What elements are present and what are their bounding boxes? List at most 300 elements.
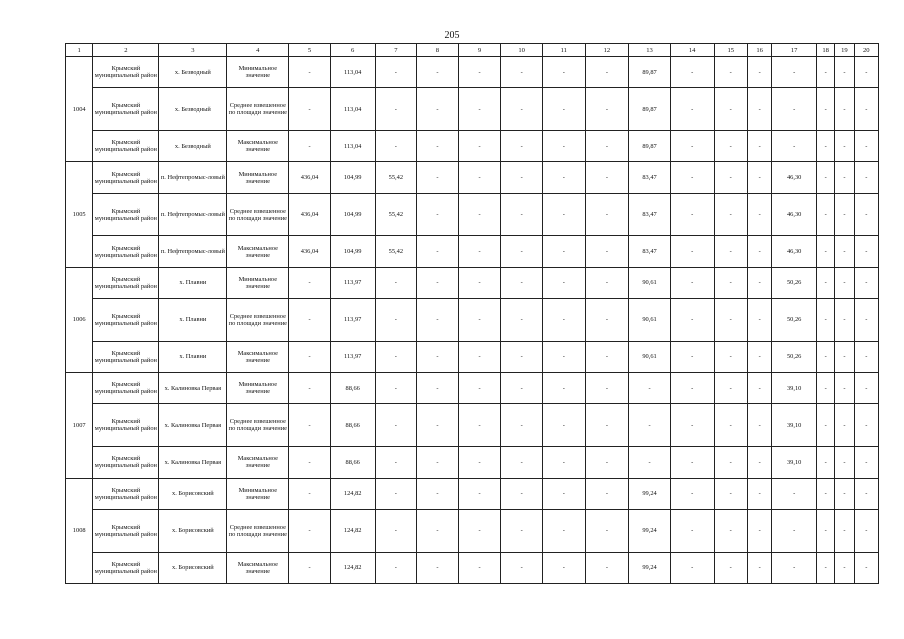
value-cell-col-15: - [714, 57, 747, 88]
value-cell-col-14: - [670, 509, 714, 552]
value-cell-col-20: - [854, 236, 878, 267]
value-cell-col-6: 88,66 [330, 404, 375, 447]
value-cell-col-12: - [585, 88, 629, 131]
group-code-cell: 1004 [66, 57, 93, 162]
value-type-cell: Минимальное значение [227, 57, 289, 88]
column-number-17: 17 [772, 44, 817, 57]
value-cell-col-15: - [714, 447, 747, 478]
value-cell-col-9: - [458, 478, 501, 509]
table-row [66, 267, 879, 298]
settlement-cell: п. Нефтепромыс-ловый [159, 193, 227, 236]
table-row [66, 131, 879, 162]
value-cell-col-18: - [817, 193, 835, 236]
value-cell-col-20: - [854, 299, 878, 342]
value-type-cell: Минимальное значение [227, 478, 289, 509]
value-cell-col-12: - [585, 299, 629, 342]
value-cell-col-17: 46,30 [772, 236, 817, 267]
district-cell: Крымский муниципальный район [93, 299, 159, 342]
value-cell-col-9: - [458, 236, 501, 267]
value-type-cell: Максимальное значение [227, 552, 289, 583]
value-cell-col-16: - [747, 162, 771, 193]
value-type-cell: Среднее взвешенное по площади значение [227, 509, 289, 552]
column-number-7: 7 [375, 44, 417, 57]
value-cell-col-19: - [835, 193, 854, 236]
value-cell-col-16: - [747, 404, 771, 447]
value-cell-col-14: - [670, 299, 714, 342]
settlement-cell: х. Плавни [159, 299, 227, 342]
value-cell-col-10: - [501, 552, 543, 583]
value-cell-col-9: - [458, 267, 501, 298]
value-cell-col-16: - [747, 478, 771, 509]
table-row [66, 509, 879, 552]
value-cell-col-18: - [817, 131, 835, 162]
value-cell-col-14: - [670, 478, 714, 509]
value-cell-col-20: - [854, 162, 878, 193]
value-cell-col-16: - [747, 236, 771, 267]
value-cell-col-12: - [585, 57, 629, 88]
value-cell-col-12: - [585, 447, 629, 478]
value-cell-col-19: - [835, 552, 854, 583]
value-cell-col-19: - [835, 478, 854, 509]
value-cell-col-13: - [629, 447, 671, 478]
value-cell-col-15: - [714, 236, 747, 267]
value-cell-col-9: - [458, 552, 501, 583]
value-cell-col-20: - [854, 447, 878, 478]
value-cell-col-7: - [375, 552, 417, 583]
value-cell-col-14: - [670, 373, 714, 404]
value-cell-col-10: - [501, 509, 543, 552]
value-cell-col-16: - [747, 57, 771, 88]
value-cell-col-8: - [417, 267, 459, 298]
value-cell-col-20: - [854, 478, 878, 509]
settlement-cell: х. Плавни [159, 341, 227, 372]
value-cell-col-7: - [375, 57, 417, 88]
value-cell-col-18: - [817, 162, 835, 193]
district-cell: Крымский муниципальный район [93, 267, 159, 298]
value-cell-col-5: 436,04 [289, 236, 331, 267]
value-cell-col-15: - [714, 478, 747, 509]
value-cell-col-16: - [747, 131, 771, 162]
value-cell-col-14: - [670, 267, 714, 298]
column-number-9: 9 [458, 44, 501, 57]
value-cell-col-18: - [817, 478, 835, 509]
value-cell-col-15: - [714, 509, 747, 552]
value-cell-col-17: - [772, 131, 817, 162]
value-cell-col-20: - [854, 373, 878, 404]
value-cell-col-12: - [585, 404, 629, 447]
value-cell-col-8: - [417, 552, 459, 583]
value-cell-col-7: - [375, 447, 417, 478]
value-type-cell: Максимальное значение [227, 341, 289, 372]
value-cell-col-5: - [289, 299, 331, 342]
column-number-5: 5 [289, 44, 331, 57]
value-cell-col-8: - [417, 509, 459, 552]
settlement-cell: х. Борисовский [159, 552, 227, 583]
value-cell-col-19: - [835, 299, 854, 342]
value-cell-col-14: - [670, 236, 714, 267]
value-cell-col-5: - [289, 341, 331, 372]
value-cell-col-8: - [417, 341, 459, 372]
table-row [66, 57, 879, 88]
value-cell-col-19: - [835, 447, 854, 478]
value-cell-col-13: 89,87 [629, 131, 671, 162]
value-cell-col-20: - [854, 341, 878, 372]
value-type-cell: Среднее взвешенное по площади значение [227, 299, 289, 342]
table-row [66, 341, 879, 372]
value-cell-col-9: - [458, 131, 501, 162]
district-cell: Крымский муниципальный район [93, 236, 159, 267]
value-cell-col-10: - [501, 131, 543, 162]
value-cell-col-13: 90,61 [629, 267, 671, 298]
value-cell-col-12: - [585, 509, 629, 552]
value-cell-col-12: - [585, 131, 629, 162]
district-cell: Крымский муниципальный район [93, 131, 159, 162]
value-cell-col-7: 55,42 [375, 236, 417, 267]
value-cell-col-7: - [375, 478, 417, 509]
value-cell-col-17: - [772, 88, 817, 131]
district-cell: Крымский муниципальный район [93, 552, 159, 583]
value-cell-col-9: - [458, 88, 501, 131]
value-cell-col-14: - [670, 552, 714, 583]
value-cell-col-7: - [375, 131, 417, 162]
column-number-1: 1 [66, 44, 93, 57]
value-type-cell: Среднее взвешенное по площади значение [227, 88, 289, 131]
group-code-cell: 1008 [66, 478, 93, 584]
value-cell-col-12: - [585, 373, 629, 404]
table-row [66, 404, 879, 447]
column-number-10: 10 [501, 44, 543, 57]
column-number-16: 16 [747, 44, 771, 57]
value-cell-col-7: - [375, 509, 417, 552]
value-cell-col-10: - [501, 341, 543, 372]
table-row [66, 193, 879, 236]
column-number-13: 13 [629, 44, 671, 57]
value-cell-col-13: - [629, 404, 671, 447]
column-number-4: 4 [227, 44, 289, 57]
value-cell-col-18: - [817, 236, 835, 267]
value-cell-col-16: - [747, 509, 771, 552]
value-cell-col-18: - [817, 509, 835, 552]
value-cell-col-16: - [747, 552, 771, 583]
district-cell: Крымский муниципальный район [93, 162, 159, 193]
value-type-cell: Среднее взвешенное по площади значение [227, 404, 289, 447]
value-cell-col-13: 83,47 [629, 236, 671, 267]
value-cell-col-20: - [854, 193, 878, 236]
value-cell-col-11: - [542, 236, 585, 267]
value-cell-col-17: 50,26 [772, 299, 817, 342]
value-cell-col-8: - [417, 193, 459, 236]
value-cell-col-12: - [585, 162, 629, 193]
value-cell-col-7: 55,42 [375, 193, 417, 236]
value-cell-col-16: - [747, 373, 771, 404]
value-cell-col-15: - [714, 193, 747, 236]
value-cell-col-8: - [417, 131, 459, 162]
value-cell-col-12: - [585, 236, 629, 267]
value-cell-col-18: - [817, 267, 835, 298]
value-cell-col-9: - [458, 404, 501, 447]
value-cell-col-19: - [835, 131, 854, 162]
value-cell-col-6: 88,66 [330, 447, 375, 478]
column-number-row [66, 44, 879, 57]
value-cell-col-19: - [835, 509, 854, 552]
value-cell-col-8: - [417, 236, 459, 267]
value-cell-col-18: - [817, 299, 835, 342]
value-type-cell: Максимальное значение [227, 447, 289, 478]
value-cell-col-6: 124,82 [330, 509, 375, 552]
district-cell: Крымский муниципальный район [93, 404, 159, 447]
value-cell-col-20: - [854, 88, 878, 131]
value-cell-col-16: - [747, 267, 771, 298]
district-cell: Крымский муниципальный район [93, 88, 159, 131]
value-cell-col-15: - [714, 404, 747, 447]
value-cell-col-7: - [375, 373, 417, 404]
value-type-cell: Минимальное значение [227, 267, 289, 298]
value-cell-col-10: - [501, 193, 543, 236]
group-code-cell: 1005 [66, 162, 93, 267]
column-number-8: 8 [417, 44, 459, 57]
value-cell-col-17: - [772, 478, 817, 509]
column-number-3: 3 [159, 44, 227, 57]
settlement-cell: х. Борисовский [159, 478, 227, 509]
value-cell-col-20: - [854, 267, 878, 298]
value-cell-col-10: - [501, 57, 543, 88]
district-cell: Крымский муниципальный район [93, 341, 159, 372]
group-code-cell: 1007 [66, 373, 93, 478]
settlement-cell: х. Плавни [159, 267, 227, 298]
table-row [66, 478, 879, 509]
value-cell-col-11: - [542, 447, 585, 478]
table-row [66, 236, 879, 267]
settlement-cell: х. Калиновка Первая [159, 404, 227, 447]
value-cell-col-20: - [854, 57, 878, 88]
group-code-cell: 1006 [66, 267, 93, 372]
value-cell-col-16: - [747, 299, 771, 342]
value-cell-col-15: - [714, 131, 747, 162]
value-cell-col-6: 113,97 [330, 299, 375, 342]
value-cell-col-9: - [458, 57, 501, 88]
value-type-cell: Минимальное значение [227, 373, 289, 404]
column-number-6: 6 [330, 44, 375, 57]
value-type-cell: Максимальное значение [227, 131, 289, 162]
value-cell-col-6: 113,04 [330, 88, 375, 131]
value-cell-col-13: 90,61 [629, 299, 671, 342]
value-cell-col-16: - [747, 88, 771, 131]
value-cell-col-13: 99,24 [629, 552, 671, 583]
value-cell-col-15: - [714, 88, 747, 131]
value-cell-col-11: - [542, 478, 585, 509]
value-cell-col-10: - [501, 267, 543, 298]
value-cell-col-11: - [542, 341, 585, 372]
value-cell-col-14: - [670, 341, 714, 372]
value-cell-col-20: - [854, 509, 878, 552]
value-cell-col-8: - [417, 404, 459, 447]
value-cell-col-5: - [289, 509, 331, 552]
column-number-20: 20 [854, 44, 878, 57]
value-cell-col-5: - [289, 57, 331, 88]
value-cell-col-12: - [585, 193, 629, 236]
column-number-18: 18 [817, 44, 835, 57]
value-cell-col-6: 104,99 [330, 162, 375, 193]
value-cell-col-7: - [375, 267, 417, 298]
value-cell-col-11: - [542, 404, 585, 447]
value-cell-col-11: - [542, 509, 585, 552]
value-cell-col-14: - [670, 193, 714, 236]
value-cell-col-19: - [835, 57, 854, 88]
value-cell-col-10: - [501, 299, 543, 342]
value-cell-col-17: 50,26 [772, 267, 817, 298]
settlement-cell: х. Безводный [159, 131, 227, 162]
value-cell-col-20: - [854, 131, 878, 162]
column-number-2: 2 [93, 44, 159, 57]
settlement-cell: х. Калиновка Первая [159, 447, 227, 478]
value-cell-col-11: - [542, 88, 585, 131]
value-cell-col-8: - [417, 478, 459, 509]
value-cell-col-11: - [542, 162, 585, 193]
value-cell-col-6: 113,97 [330, 267, 375, 298]
value-cell-col-15: - [714, 341, 747, 372]
value-cell-col-8: - [417, 88, 459, 131]
value-cell-col-12: - [585, 341, 629, 372]
value-cell-col-18: - [817, 447, 835, 478]
value-cell-col-8: - [417, 447, 459, 478]
value-cell-col-18: - [817, 552, 835, 583]
value-cell-col-19: - [835, 162, 854, 193]
table-row [66, 299, 879, 342]
value-cell-col-5: - [289, 552, 331, 583]
value-cell-col-17: 46,30 [772, 193, 817, 236]
value-cell-col-13: 83,47 [629, 162, 671, 193]
table-row [66, 373, 879, 404]
value-cell-col-7: - [375, 88, 417, 131]
value-cell-col-12: - [585, 552, 629, 583]
value-cell-col-18: - [817, 341, 835, 372]
value-cell-col-18: - [817, 373, 835, 404]
value-cell-col-6: 104,99 [330, 193, 375, 236]
value-cell-col-13: 99,24 [629, 509, 671, 552]
data-table [65, 43, 879, 584]
value-cell-col-9: - [458, 373, 501, 404]
value-cell-col-9: - [458, 509, 501, 552]
value-cell-col-8: - [417, 57, 459, 88]
value-cell-col-5: - [289, 131, 331, 162]
page-number: 205 [444, 30, 460, 41]
value-cell-col-13: 99,24 [629, 478, 671, 509]
value-cell-col-10: - [501, 478, 543, 509]
column-number-14: 14 [670, 44, 714, 57]
value-cell-col-6: 113,04 [330, 57, 375, 88]
value-cell-col-17: 39,10 [772, 373, 817, 404]
value-cell-col-11: - [542, 552, 585, 583]
value-type-cell: Минимальное значение [227, 162, 289, 193]
value-cell-col-11: - [542, 373, 585, 404]
value-cell-col-5: - [289, 88, 331, 131]
value-type-cell: Среднее взвешенное по площади значение [227, 193, 289, 236]
settlement-cell: п. Нефтепромыс-ловый [159, 162, 227, 193]
value-cell-col-14: - [670, 447, 714, 478]
value-cell-col-6: 104,99 [330, 236, 375, 267]
table-body [66, 57, 879, 584]
value-cell-col-17: - [772, 57, 817, 88]
value-cell-col-11: - [542, 193, 585, 236]
value-cell-col-20: - [854, 404, 878, 447]
value-cell-col-9: - [458, 299, 501, 342]
value-cell-col-5: - [289, 478, 331, 509]
value-cell-col-13: 89,87 [629, 57, 671, 88]
value-cell-col-6: 113,04 [330, 131, 375, 162]
value-cell-col-19: - [835, 373, 854, 404]
column-number-11: 11 [542, 44, 585, 57]
value-cell-col-20: - [854, 552, 878, 583]
value-type-cell: Максимальное значение [227, 236, 289, 267]
district-cell: Крымский муниципальный район [93, 373, 159, 404]
district-cell: Крымский муниципальный район [93, 509, 159, 552]
value-cell-col-14: - [670, 131, 714, 162]
value-cell-col-5: - [289, 404, 331, 447]
value-cell-col-18: - [817, 404, 835, 447]
value-cell-col-15: - [714, 373, 747, 404]
value-cell-col-14: - [670, 57, 714, 88]
value-cell-col-12: - [585, 478, 629, 509]
value-cell-col-15: - [714, 267, 747, 298]
value-cell-col-6: 124,82 [330, 552, 375, 583]
value-cell-col-18: - [817, 57, 835, 88]
value-cell-col-6: 124,82 [330, 478, 375, 509]
district-cell: Крымский муниципальный район [93, 478, 159, 509]
settlement-cell: х. Калиновка Первая [159, 373, 227, 404]
value-cell-col-17: 50,26 [772, 341, 817, 372]
value-cell-col-19: - [835, 236, 854, 267]
value-cell-col-8: - [417, 299, 459, 342]
value-cell-col-14: - [670, 162, 714, 193]
district-cell: Крымский муниципальный район [93, 57, 159, 88]
value-cell-col-17: 39,10 [772, 404, 817, 447]
value-cell-col-19: - [835, 267, 854, 298]
value-cell-col-12: - [585, 267, 629, 298]
settlement-cell: х. Безводный [159, 88, 227, 131]
value-cell-col-19: - [835, 404, 854, 447]
value-cell-col-7: - [375, 341, 417, 372]
column-number-12: 12 [585, 44, 629, 57]
value-cell-col-5: 436,04 [289, 193, 331, 236]
value-cell-col-10: - [501, 88, 543, 131]
value-cell-col-8: - [417, 162, 459, 193]
settlement-cell: х. Безводный [159, 57, 227, 88]
value-cell-col-13: 89,87 [629, 88, 671, 131]
value-cell-col-10: - [501, 373, 543, 404]
table-row [66, 552, 879, 583]
value-cell-col-9: - [458, 162, 501, 193]
value-cell-col-13: 90,61 [629, 341, 671, 372]
value-cell-col-14: - [670, 88, 714, 131]
value-cell-col-13: 83,47 [629, 193, 671, 236]
value-cell-col-10: - [501, 162, 543, 193]
value-cell-col-16: - [747, 341, 771, 372]
value-cell-col-6: 113,97 [330, 341, 375, 372]
table-row [66, 88, 879, 131]
value-cell-col-17: 46,30 [772, 162, 817, 193]
value-cell-col-19: - [835, 88, 854, 131]
value-cell-col-11: - [542, 131, 585, 162]
district-cell: Крымский муниципальный район [93, 193, 159, 236]
value-cell-col-15: - [714, 162, 747, 193]
value-cell-col-14: - [670, 404, 714, 447]
value-cell-col-8: - [417, 373, 459, 404]
value-cell-col-16: - [747, 447, 771, 478]
value-cell-col-9: - [458, 341, 501, 372]
value-cell-col-17: - [772, 552, 817, 583]
value-cell-col-5: 436,04 [289, 162, 331, 193]
table-row [66, 447, 879, 478]
